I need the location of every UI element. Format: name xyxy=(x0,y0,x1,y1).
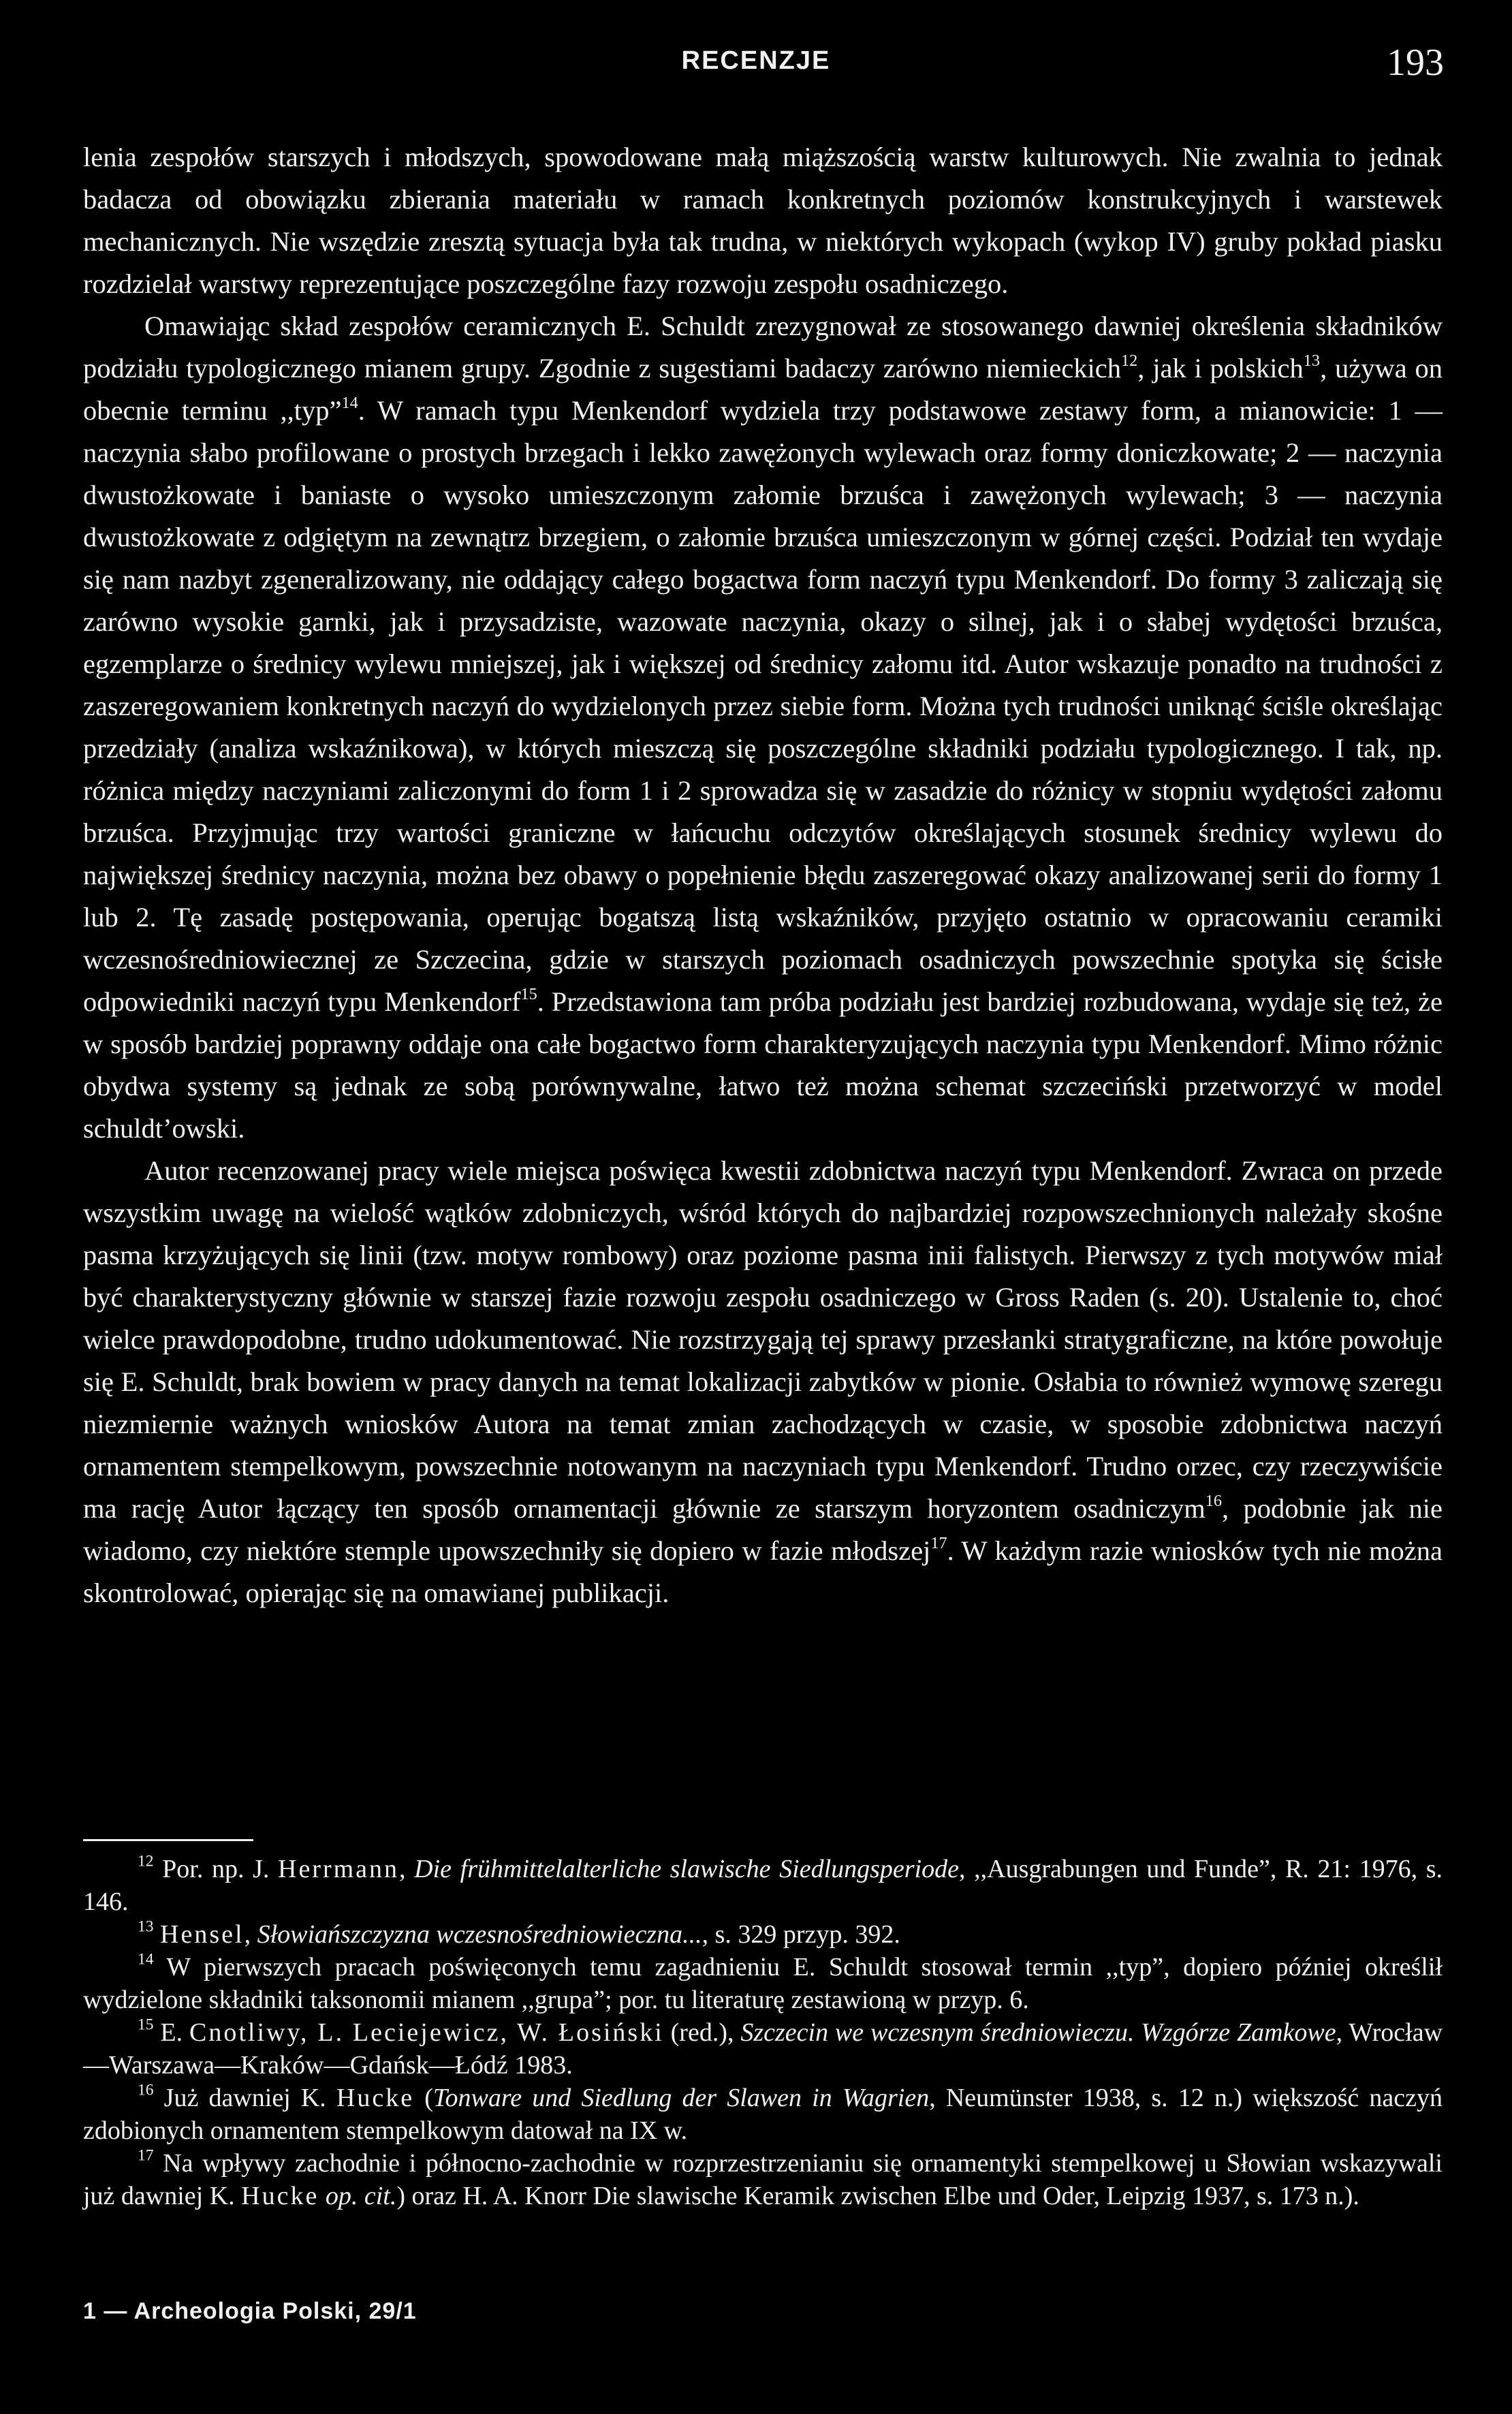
paragraph-1: lenia zespołów starszych i młodszych, spowodowane małą miąższością warstw kulturowych. Nie zwalnia to jednak badacza od obowiązku zbierania materiału w ramach konkretnych poziomów konstrukcyjnych i warstewek mechanicznych. Nie wszędzie zresztą sytuacja była tak trudna, w niektórych wykopach (wykop IV) gruby pokład piasku rozdzielał warstwy reprezentujące poszczególne fazy rozwoju zespołu osadniczego. xyxy=(83,142,1443,299)
footnote-12: $^{12}$ Por. np. J. Herrmann, Die frühmittelalterliche slawische Siedlungsperiode, ,,Ausgrabungen und Funde”, R. 21: 1976, s. 146. xyxy=(83,1852,1443,1916)
footnote-ref: 17 xyxy=(930,1534,947,1552)
footnote-ref: 15 xyxy=(520,985,537,1003)
footnote-divider xyxy=(83,1839,253,1841)
footnote-17: $^{17}$ Na wpływy zachodnie i północno-zachodnie w rozprzestrzenianiu się ornamentyki stempelkowej u Słowian wskazywali już dawniej K. Hucke op. cit.) oraz H. A. Knorr Die slawische Keramik zwischen Elbe und Oder, Leipzig 1937, s. 173 n.). xyxy=(83,2146,1443,2210)
footnote-ref: 16 xyxy=(1205,1492,1223,1510)
running-head: RECENZJE xyxy=(681,46,831,75)
page-header xyxy=(0,42,1512,94)
footnote-ref: 12 xyxy=(1120,351,1138,370)
page-number: 193 xyxy=(1387,42,1444,84)
footnote-ref: 14 xyxy=(341,394,358,412)
main-text xyxy=(83,136,1443,1614)
page-footer: 1 — Archeologia Polski, 29/1 xyxy=(83,2298,417,2324)
footnotes xyxy=(83,1853,1443,2212)
paragraph-2: Omawiając skład zespołów ceramicznych E. Schuldt zrezygnował ze stosowanego dawniej określenia składników podziału typologicznego mianem grupy. Zgodnie z sugestiami badaczy zarówno niemieckich$^{12}$, jak i polskich$^{13}$, używa on obecnie terminu ,,typ”$^{14}$. W ramach typu Menkendorf wydziela trzy podstawowe zestawy form, a mianowicie: 1 — naczynia słabo profilowane o prostych brzegach i lekko zawężonych wylewach oraz formy doniczkowate; 2 — naczynia dwustożkowate i baniaste o wysoko umieszczonym załomie brzuśca i zawężonych wylewach; 3 — naczynia dwustożkowate z odgiętym na zewnątrz brzegiem, o załomie brzuśca umieszczonym w górnej części. Podział ten wydaje się nam nazbyt zgeneralizowany, nie oddający całego bogactwa form naczyń typu Menkendorf. Do formy 3 zaliczają się zarówno wysokie garnki, jak i przysadziste, wazowate naczynia, okazy o silnej, jak i o słabej wydętości brzuśca, egzemplarze o średnicy wylewu mniejszej, jak i większej od średnicy załomu itd. Autor wskazuje ponadto na trudności z zaszeregowaniem konkretnych naczyń do wydzielonych przez siebie form. Można tych trudności uniknąć ściśle określając przedziały (analiza wskaźnikowa), w których mieszczą się poszczególne składniki podziału typologicznego. I tak, np. różnica między naczyniami zaliczonymi do form 1 i 2 sprowadza się w zasadzie do różnicy w stopniu wydętości załomu brzuśca. Przyjmując trzy wartości graniczne w łańcuchu odczytów określających stosunek średnicy wylewu do największej średnicy naczynia, można bez obawy o popełnienie błędu zaszeregować okazy analizowanej serii do formy 1 lub 2. Tę zasadę postępowania, operując bogatszą listą wskaźników, przyjęto ostatnio w opracowaniu ceramiki wczesnośredniowiecznej ze Szczecina, gdzie w starszych poziomach osadniczych powszechnie spotyka się ścisłe odpowiedniki naczyń typu Menkendorf$^{15}$. Przedstawiona tam próba podziału jest bardziej rozbudowana, wydaje się też, że w sposób bardziej poprawny oddaje ona całe bogactwo form charakteryzujących naczynia typu Menkendorf. Mimo różnic obydwa systemy są jednak ze sobą porównywalne, łatwo też można schemat szczeciński przetworzyć w model schuldt’owski. xyxy=(83,311,1443,1144)
footnote-14: $^{14}$ W pierwszych pracach poświęconych temu zagadnieniu E. Schuldt stosował termin ,,typ”, dopiero później określił wydzielone składniki taksonomii mianem ,,grupa”; por. tu literaturę zestawioną w przyp. 6. xyxy=(83,1950,1443,2014)
footnote-ref: 13 xyxy=(1303,351,1321,370)
footnote-13: $^{13}$ Hensel, Słowiańszczyzna wczesnośredniowieczna..., s. 329 przyp. 392. xyxy=(138,1917,900,1949)
footnote-15: $^{15}$ E. Cnotliwy, L. Leciejewicz, W. Łosiński (red.), Szczecin we wczesnym średniowieczu. Wzgórze Zamkowe, Wrocław—Warszawa—Kraków—Gdańsk—Łódź 1983. xyxy=(83,2016,1443,2080)
footnote-16: $^{16}$ Już dawniej K. Hucke (Tonware und Siedlung der Slawen in Wagrien, Neumünster 1938, s. 12 n.) większość naczyń zdobionych ornamentem stempelkowym datował na IX w. xyxy=(83,2081,1443,2145)
paragraph-3: Autor recenzowanej pracy wiele miejsca poświęca kwestii zdobnictwa naczyń typu Menkendorf. Zwraca on przede wszystkim uwagę na wielość wątków zdobniczych, wśród których do najbardziej rozpowszechnionych należały skośne pasma krzyżujących się linii (tzw. motyw rombowy) oraz poziome pasma inii falistych. Pierwszy z tych motywów miał być charakterystyczny głównie w starszej fazie rozwoju zespołu osadniczego w Gross Raden (s. 20). Ustalenie to, choć wielce prawdopodobne, trudno udokumentować. Nie rozstrzygają tej sprawy przesłanki stratygraficzne, na które powołuje się E. Schuldt, brak bowiem w pracy danych na temat lokalizacji zabytków w pionie. Osłabia to również wymowę szeregu niezmiernie ważnych wniosków Autora na temat zmian zachodzących w czasie, w sposobie zdobnictwa naczyń ornamentem stempelkowym, powszechnie notowanym na naczyniach typu Menkendorf. Trudno orzec, czy rzeczywiście ma rację Autor łączący ten sposób ornamentacji głównie ze starszym horyzontem osadniczym$^{16}$, podobnie jak nie wiadomo, czy niektóre stemple upowszechniły się dopiero w fazie młodszej$^{17}$. W każdym razie wniosków tych nie można skontrolować, opierając się na omawianej publikacji. xyxy=(83,1155,1443,1608)
